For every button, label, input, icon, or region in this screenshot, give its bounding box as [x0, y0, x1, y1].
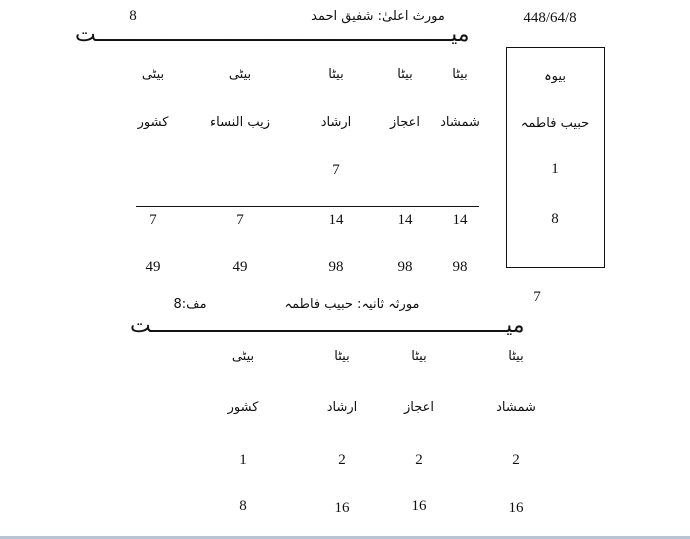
heir2-4-name: کشور	[227, 400, 259, 415]
mayyat-line-2: میـــــــــــــــــــــــــــــــــــــــــــــــــــــــت	[130, 315, 525, 337]
divider-line	[136, 206, 479, 207]
heir2-4-share: 1	[239, 452, 247, 468]
case-number: 448/64/8	[523, 10, 577, 26]
heir2-1-share: 2	[512, 452, 520, 468]
heir2-relation: بیٹا	[397, 67, 413, 82]
heir2-1-final: 16	[508, 500, 524, 516]
heir2-2-relation: بیٹا	[411, 349, 427, 364]
heir2-1-name: شمشاد	[496, 400, 536, 415]
heir2-3-name: ارشاد	[326, 400, 358, 415]
heir2-4-relation: بیٹی	[231, 349, 255, 364]
heir3-multiplied: 14	[328, 212, 344, 228]
mayyat-line-1: میـــــــــــــــــــــــــــــــــــــــــــــــــــــــت	[75, 24, 470, 46]
heir4-relation: بیٹی	[228, 67, 252, 82]
widow-total: 8	[551, 211, 559, 227]
heir3-relation: بیٹا	[328, 67, 344, 82]
heir5-relation: بیٹی	[141, 67, 165, 82]
number-right-2: 7	[533, 289, 541, 305]
heir1-multiplied: 14	[452, 212, 468, 228]
widow-share: 1	[551, 161, 559, 177]
heir2-2-name: اعجاز	[404, 400, 434, 415]
heir1-name: شمشاد	[440, 115, 480, 130]
heir5-multiplied: 7	[149, 212, 157, 228]
heir2-3-share: 2	[338, 452, 346, 468]
heir5-final: 49	[145, 259, 161, 275]
heir4-multiplied: 7	[236, 212, 244, 228]
heir1-final: 98	[452, 259, 468, 275]
heir3-name: ارشاد	[320, 115, 352, 130]
heir2-2-final: 16	[411, 498, 427, 514]
heir4-final: 49	[232, 259, 248, 275]
heir1-relation: بیٹا	[452, 67, 468, 82]
widow-name: حبیب فاطمہ	[520, 116, 590, 131]
heir2-multiplied: 14	[397, 212, 413, 228]
heir5-name: کشور	[137, 115, 169, 130]
heir3-share: 7	[332, 162, 340, 178]
heir2-4-final: 8	[239, 498, 247, 514]
widow-relation: بیوہ	[544, 69, 566, 84]
left-number: 8	[129, 8, 137, 24]
heir4-name: زیب النساء	[210, 115, 270, 130]
heir3-final: 98	[328, 259, 344, 275]
heir2-2-share: 2	[415, 452, 423, 468]
heir2-3-final: 16	[334, 500, 350, 516]
section-title-2: مورثہ ثانیہ: حبیب فاطمہ	[284, 297, 420, 312]
heir2-1-relation: بیٹا	[508, 349, 524, 364]
heir2-name: اعجاز	[390, 115, 420, 130]
heir2-3-relation: بیٹا	[334, 349, 350, 364]
heir2-final: 98	[397, 259, 413, 275]
maf-label: مف:8	[173, 297, 207, 312]
section-title-1: مورث اعلیٰ: شفیق احمد	[311, 9, 445, 24]
